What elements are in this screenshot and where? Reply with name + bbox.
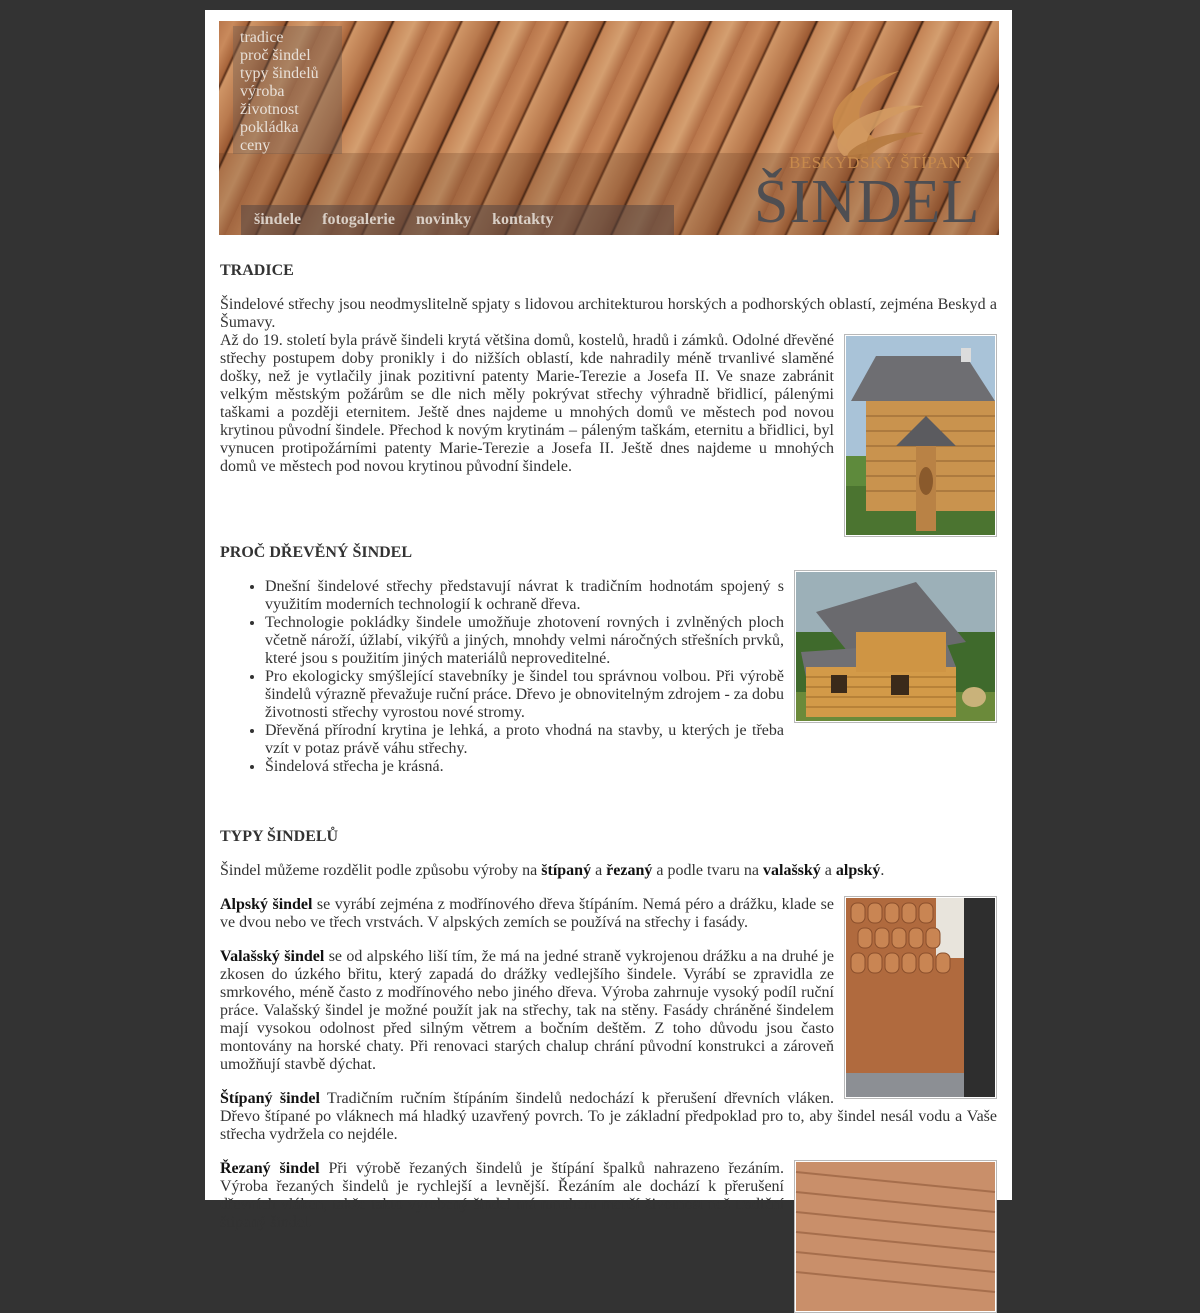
list-item: • Dnešní šindelové střechy představují návrat k tradičním hodnotám spojený s využitím moderních technologií k ochraně dřeva. (265, 578, 997, 614)
nav-kontakty[interactable]: kontakty (492, 211, 554, 228)
logo-tagline: BESKYDSKÝ ŠTÍPANÝ (789, 153, 974, 172)
menu-item-proc-sindel[interactable]: proč šindel (240, 47, 311, 64)
header-banner (219, 21, 999, 235)
menu-item-pokladka[interactable]: pokládka (240, 119, 299, 136)
typy-intro: Šindel můžeme rozdělit podle způsobu výroby na štípaný a řezaný a podle tvaru na valašský a alpský. (220, 862, 885, 879)
menu-item-vyroba[interactable]: výroba (240, 83, 285, 100)
alpsky-paragraph: Alpský šindel se vyrábí zejména z modřínového dřeva štípáním. Nemá péro a drážku, klade se ve dvou nebo ve třech vrstvách. V alpských zemích se používá na střechy i fasády. (220, 896, 834, 931)
nav-sindele[interactable]: šindele (254, 211, 302, 228)
site-logo[interactable] (749, 41, 999, 236)
list-item: • Technologie pokládky šindele umožňuje zhotovení rovných i zvlněných ploch včetně nároží, úžlabí, vikýřů a jiných, mnohdy velmi náročných střešních prvků, které jsou s použitím jiných materiálů neproveditelné. (265, 614, 997, 668)
heading-proc-dreveny-sindel: PROČ DŘEVĚNÝ ŠINDEL (220, 544, 413, 561)
list-item: • Pro ekologicky smýšlející stavebníky je šindel tou správnou volbou. Při výrobě šindelů výrazně převažuje ruční práce. Dřevo je obnovitelným zdrojem - za dobu životnosti střechy vyrostou nové stromy. (265, 668, 997, 722)
list-item: • Šindelová střecha je krásná. (265, 758, 997, 776)
stipany-paragraph: Štípaný šindel Tradičním ručním štípáním šindelů nedochází k přerušení dřevních vláken. Dřevo štípané po vláknech má hladký uzavřený povrch. To je základní předpoklad pro to, aby šindel nesál vodu a Vaše střecha vydržela co nejdéle. (220, 1090, 997, 1143)
photo-shingle-facade (844, 896, 997, 1099)
top-navigation (241, 205, 674, 235)
menu-item-zivotnost[interactable]: životnost (240, 101, 299, 118)
photo-sawn-shingles (794, 1160, 997, 1313)
menu-item-typy-sindelu[interactable]: typy šindelů (240, 65, 319, 82)
tradice-paragraph-1: Šindelové střechy jsou neodmyslitelně spjaty s lidovou architekturou horských a podhorských oblastí, zejména Beskyd a Šumavy. (220, 296, 997, 331)
nav-novinky[interactable]: novinky (415, 211, 472, 228)
logo-title: ŠINDEL (754, 168, 981, 236)
page-container (205, 10, 1012, 1231)
main-content (220, 262, 997, 1313)
photo-log-house (844, 334, 997, 537)
flame-logo-icon (749, 41, 999, 161)
valassky-paragraph: Valašský šindel se od alpského liší tím, že má na jedné straně vykrojenou drážku a na druhé je zkosen do úzkého břitu, který zapadá do drážky vedlejšího šindele. Vyrábí se zpravidla ze smrkového, méně často z modřínového nebo jiného dřeva. Výroba zahrnuje vysoký podíl ruční práce. Valašský šindel je možné použít jak na střechy, tak na stěny. Fasády chráněné šindelem mají vysokou odolnost před silným větrem a bočním deštěm. Z toho důvodu jsou často montovány na horské chaty. Při renovaci starých chalup chrání původní konstrukci a zároveň umožňují stavbě dýchat. (220, 948, 834, 1073)
menu-item-ceny[interactable]: ceny (240, 137, 271, 154)
side-menu (233, 26, 342, 154)
tradice-paragraph-2: Až do 19. století byla právě šindeli krytá většina domů, kostelů, hradů i zámků. Odolné dřevěné střechy postupem doby pronikly i do nižších oblastí, kde nahradily méně trvanlivé slaměné došky, než je vytlačily jinak pozitivní patenty Marie-Terezie a Josefa II. Ve snaze zabránit velkým městským požárům se dle nich měly pokrývat střechy výhradně břidlicí, pálenými taškami a později eternitem. Ještě dnes najdeme u mnohých domů ve městech pod novou krytinou původní šindele. Přechod k novým krytinám – páleným taškám, eternitu a břidlici, byl vynucen protipožárními patenty Marie-Terezie a Josefa II. Ještě dnes najdeme u mnohých domů ve městech pod novou krytinou původní šindele. (220, 332, 834, 475)
nav-fotogalerie[interactable]: fotogalerie (322, 211, 395, 228)
list-item: • Dřevěná přírodní krytina je lehká, a proto vhodná na stavby, u kterých je třeba vzít v potaz právě váhu střechy. (265, 722, 997, 758)
photo-wooden-cottage (794, 570, 997, 723)
heading-typy-sindelu: TYPY ŠINDELŮ (220, 828, 339, 845)
heading-tradice: TRADICE (220, 262, 294, 279)
rezany-paragraph: Řezaný šindel Při výrobě řezaných šindelů je štípání špalků nahrazeno řezáním. Výroba řezaných šindelů je rychlejší a levnější. Řezáním ale dochází k přerušení dřevních vláken, takže takto vyrobený šindel má mnohem menší životnost než tradiční štípaný šindel. (220, 1160, 785, 1231)
menu-item-tradice[interactable]: tradice (240, 29, 284, 46)
